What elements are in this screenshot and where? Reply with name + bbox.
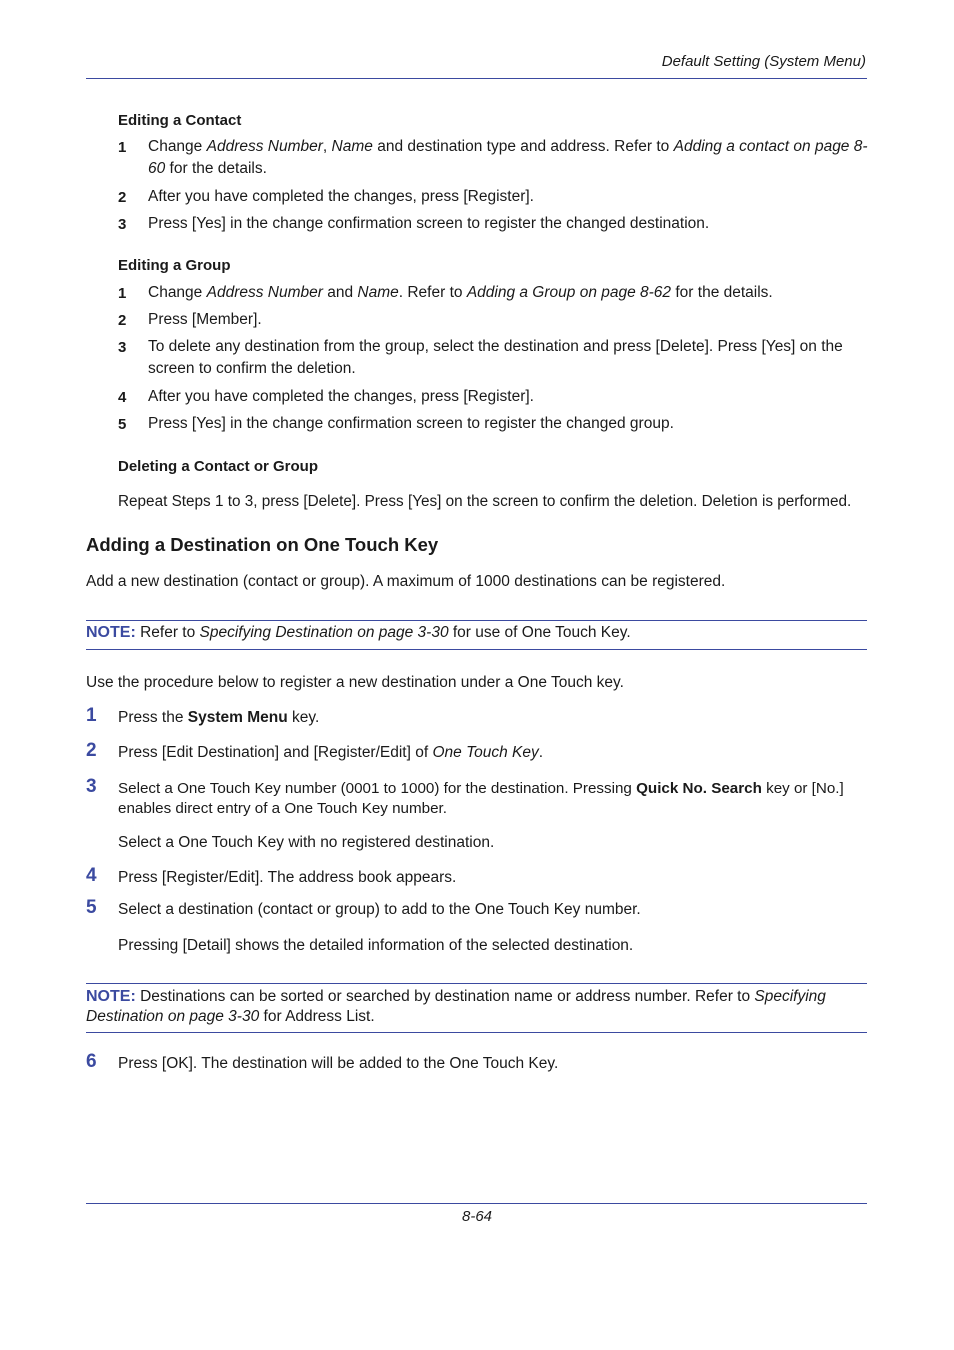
step-text: After you have completed the changes, press [Register].	[148, 388, 534, 405]
heading-editing-contact: Editing a Contact	[118, 112, 242, 129]
step-text: Press [Yes] in the change confirmation screen to register the changed destination.	[148, 215, 710, 232]
step-number: 5	[86, 897, 97, 918]
note-reference: Specifying Destination on page 3-30	[86, 988, 826, 1025]
step-text: Press [Yes] in the change confirmation screen to register the changed group.	[148, 415, 674, 432]
step-number: 2	[86, 740, 97, 761]
step-text: Change Address Number, Name and destination type and address. Refer to Adding a contact on page 8-60 for the details.	[148, 138, 868, 177]
deleting-text: Repeat Steps 1 to 3, press [Delete]. Press [Yes] on the screen to confirm the deletion. Deletion is performed.	[118, 493, 852, 510]
step-number: 1	[86, 705, 97, 726]
step-number: 2	[118, 312, 127, 329]
step-text: Press [Register/Edit]. The address book appears.	[118, 869, 457, 886]
step-number: 3	[118, 339, 127, 356]
step-number: 3	[118, 216, 127, 233]
footer-rule	[86, 1203, 867, 1204]
header-rule	[86, 78, 867, 79]
note-box: NOTE: Refer to Specifying Destination on page 3-30 for use of One Touch Key.	[86, 624, 631, 641]
note-label: NOTE:	[86, 624, 136, 641]
step-number: 4	[86, 865, 97, 886]
step-text: Change Address Number and Name. Refer to Adding a Group on page 8-62 for the details.	[148, 284, 773, 301]
step-number: 3	[86, 776, 97, 797]
note-rule-top	[86, 620, 867, 621]
step-number: 2	[118, 189, 127, 206]
note-reference: Specifying Destination on page 3-30	[199, 624, 449, 641]
step-number: 5	[118, 416, 127, 433]
note-box: NOTE: Destinations can be sorted or searched by destination name or address number. Refer to Specifying Destination on page 3-30 for Address List.	[86, 988, 826, 1025]
step-number: 1	[118, 139, 127, 156]
step-number: 6	[86, 1051, 97, 1072]
step-text: Select a One Touch Key number (0001 to 1000) for the destination. Pressing Quick No. Search key or [No.] enables direct entry of a One Touch Key number.	[118, 780, 844, 817]
step-number: 4	[118, 389, 127, 406]
note-label: NOTE:	[86, 988, 136, 1005]
section-heading: Adding a Destination on One Touch Key	[86, 534, 439, 555]
running-header: Default Setting (System Menu)	[661, 53, 866, 70]
step-text: Press [Edit Destination] and [Register/Edit] of One Touch Key.	[118, 744, 544, 761]
page-number: 8-64	[461, 1208, 493, 1225]
intro-paragraph: Add a new destination (contact or group). A maximum of 1000 destinations can be registered.	[86, 573, 726, 590]
step-text: Press the System Menu key.	[118, 709, 320, 726]
step-text: After you have completed the changes, press [Register].	[148, 188, 534, 205]
step-subtext: Pressing [Detail] shows the detailed information of the selected destination.	[118, 937, 634, 954]
heading-editing-group: Editing a Group	[118, 257, 231, 274]
note-rule-bottom	[86, 649, 867, 650]
step-text: Press [OK]. The destination will be added to the One Touch Key.	[118, 1055, 559, 1072]
note-rule-bottom	[86, 1032, 867, 1033]
heading-deleting: Deleting a Contact or Group	[118, 458, 319, 475]
key-name: Quick No. Search	[636, 780, 762, 797]
procedure-intro: Use the procedure below to register a new destination under a One Touch key.	[86, 674, 624, 691]
key-name: System Menu	[187, 709, 288, 726]
step-subtext: Select a One Touch Key with no registered destination.	[118, 834, 495, 851]
step-text: Press [Member].	[148, 311, 262, 328]
step-number: 1	[118, 285, 127, 302]
note-rule-top	[86, 983, 867, 984]
step-text: Select a destination (contact or group) to add to the One Touch Key number.	[118, 901, 641, 918]
step-text: To delete any destination from the group, select the destination and press [Delete]. Press [Yes] on the screen to confirm the deletion.	[148, 338, 843, 377]
